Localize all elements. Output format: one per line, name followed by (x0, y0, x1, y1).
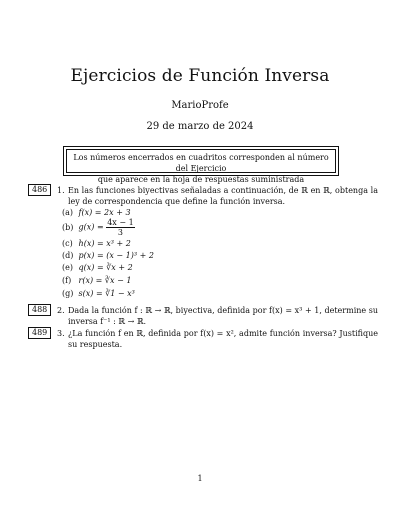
item-b: (b) g(x) = $\frac{4x - 1}{3}$ (62, 218, 134, 237)
note-box (63, 146, 339, 184)
author: MarioProfe (171, 100, 229, 111)
fraction: $\frac{4x - 1}{3}$ (107, 218, 134, 237)
page-number: 1 (197, 474, 203, 483)
item-c: (c) h(x) = x³ + 2 (62, 239, 131, 248)
note-line-2: que aparece en la hoja de respuestas suministrada (97, 175, 305, 184)
item-expr: r(x) = ∛x − 1 (78, 276, 132, 285)
item-expr: h(x) = x³ + 2 (78, 239, 131, 248)
item-d: (d) p(x) = (x − 1)³ + 2 (62, 251, 154, 260)
exercise-body (58, 185, 378, 207)
item-f: (f) r(x) = ∛x − 1 (62, 276, 132, 285)
page-title: Ejercicios de Función Inversa (70, 66, 330, 86)
exercise-box-number: 486 (28, 184, 51, 196)
exercise-text: Dada la función f : ℝ → ℝ, biyectiva, definida por f(x) = x³ + 1, determine su inversa f⁻¹ : ℝ → ℝ. (68, 306, 378, 326)
note-line-1: Los números encerrados en cuadritos corresponden al número del Ejercicio (73, 153, 329, 173)
exercise-text: ¿La función f en ℝ, definida por f(x) = x², admite función inversa? Justifique su respuesta. (68, 329, 378, 349)
exercise-body (58, 328, 378, 350)
exercise-box-number: 489 (28, 327, 51, 339)
exercise-box-number: 488 (28, 304, 51, 316)
item-expr: f(x) = 2x + 3 (78, 208, 131, 217)
exercise-index: 3. (57, 329, 65, 338)
item-expr: q(x) = ∛x + 2 (78, 263, 133, 272)
exercise-text: En las funciones biyectivas señaladas a continuación, de ℝ en ℝ, obtenga la ley de correspondencia que define la función inversa. (68, 186, 378, 206)
exercise-body (58, 305, 378, 327)
item-a: (a) f(x) = 2x + 3 (62, 208, 131, 217)
date: 29 de marzo de 2024 (146, 121, 254, 132)
exercise-index: 1. (57, 186, 65, 195)
item-g: (g) s(x) = ∛1 − x³ (62, 289, 135, 298)
item-expr: g(x) = (78, 222, 104, 232)
note-box-inner (66, 149, 336, 184)
item-e: (e) q(x) = ∛x + 2 (62, 263, 133, 272)
item-expr: s(x) = ∛1 − x³ (78, 289, 135, 298)
item-expr: p(x) = (x − 1)³ + 2 (78, 251, 154, 260)
exercise-index: 2. (57, 306, 65, 315)
